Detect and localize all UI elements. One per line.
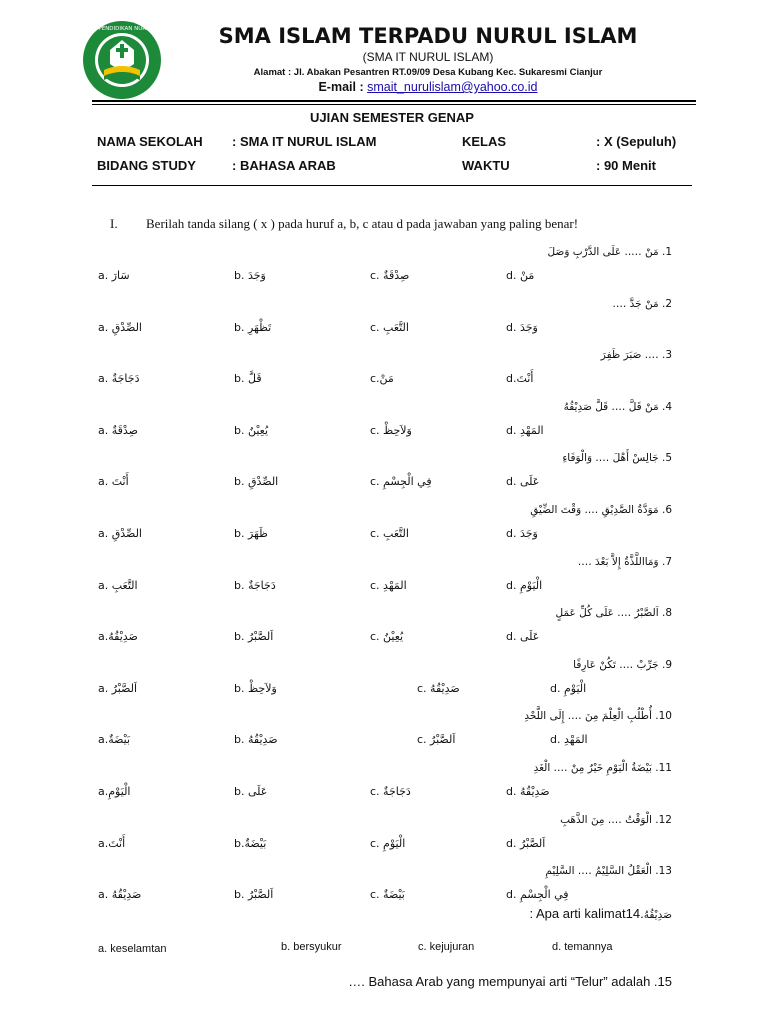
- header-divider: [92, 100, 696, 102]
- question-6: 6. مَوَدَّةُ الصَّدِيْقِ …. وَقْتَ الضِّيْقِ: [530, 504, 672, 516]
- question-7-option-a[interactable]: a. التَّعَبِ: [98, 578, 138, 592]
- question-10-option-a[interactable]: a.بَيْضَةٌ: [98, 733, 131, 747]
- q14-arabic: صَدِيْقُهُ: [643, 909, 672, 921]
- class-label: KELAS: [462, 134, 507, 149]
- question-3-option-d[interactable]: d.أَنْتَ: [506, 372, 534, 386]
- school-name: SMA ISLAM TERPADU NURUL ISLAM: [218, 24, 638, 48]
- question-5-option-d[interactable]: d. عَلَى: [506, 475, 540, 489]
- question-8-option-c[interactable]: c. يُعِيْنُ: [370, 630, 404, 644]
- q14-prefix: : Apa arti kalimat: [529, 906, 626, 921]
- question-9-option-b[interactable]: b. وَلاَحِظْ: [234, 681, 277, 695]
- question-10-option-b[interactable]: b. صَدِيْقُهُ: [234, 733, 278, 747]
- time-label: WAKTU: [462, 158, 510, 173]
- school-email-line: [198, 80, 658, 94]
- question-2-option-b[interactable]: b. تَظْهَرِ: [234, 320, 272, 334]
- school-label: NAMA SEKOLAH: [97, 134, 203, 149]
- exam-title: UJIAN SEMESTER GENAP: [310, 110, 474, 125]
- question-9-option-c[interactable]: c. صَدِيْقُهُ: [417, 681, 460, 695]
- question-6-option-a[interactable]: a. الصِّدْقِ: [98, 527, 142, 540]
- svg-text:YAYASAN PENDIDIKAN NURUL ISLAM: YAYASAN PENDIDIKAN NURUL ISLAM: [72, 26, 172, 32]
- question-8-option-a[interactable]: a.صَدِيْقُهُ: [98, 630, 138, 644]
- question-6-option-c[interactable]: c. التَّعَبِ: [370, 527, 409, 540]
- school-address: Alamat : Jl. Abakan Pesantren RT.09/09 Desa Kubang Kec. Sukaresmi Cianjur: [253, 67, 603, 78]
- question-10-option-c[interactable]: c. اَلصَّبْرُ: [417, 733, 456, 747]
- question-15: [348, 974, 672, 989]
- question-2-option-c[interactable]: c. التَّعَبِ: [370, 320, 409, 334]
- question-7-option-b[interactable]: b. دَجَاجَةٌ: [234, 578, 276, 592]
- question-13-option-a[interactable]: a. صَدِيْقُهُ: [98, 888, 142, 902]
- question-6-option-b[interactable]: b. ظَهَرَ: [234, 527, 268, 540]
- class-value: : X (Sepuluh): [596, 134, 677, 149]
- section-number: I.: [110, 216, 118, 231]
- question-1-option-b[interactable]: b. وَجَدَ: [234, 269, 266, 282]
- question-4-option-d[interactable]: d. المَهْدِ: [506, 423, 544, 437]
- question-11-option-d[interactable]: d. صَدِيْقُهُ: [506, 785, 550, 798]
- q14-option-a[interactable]: a. keselamtan: [98, 943, 167, 955]
- info-divider: [92, 185, 692, 186]
- q14-option-b[interactable]: b. bersyukur: [281, 941, 342, 953]
- question-6-option-d[interactable]: d. وَجَدَ: [506, 527, 538, 540]
- question-3-option-a[interactable]: a. دَجَاجَةٌ: [98, 372, 140, 386]
- question-4-option-a[interactable]: a. صِدْقَةٌ: [98, 423, 139, 437]
- school-value: : SMA IT NURUL ISLAM: [232, 134, 377, 149]
- school-short-name: (SMA IT NURUL ISLAM): [362, 50, 494, 64]
- question-1-option-a[interactable]: a. سَارَ: [98, 269, 130, 282]
- question-2: 2. مَنْ جَدَّ ….: [612, 297, 672, 310]
- email-link[interactable]: smait_nurulislam@yahoo.co.id: [367, 80, 538, 94]
- question-7-option-c[interactable]: c. المَهْدِ: [370, 578, 407, 592]
- question-11-option-c[interactable]: c. دَجَاجَةٌ: [370, 785, 411, 798]
- question-5: 5. جَالِسْ أَهْلَ …. وَالْوَفَاءِ: [562, 452, 672, 465]
- question-11: 11. بَيْضَةُ الْيَوْمِ خَيْرٌ مِنْ …. الْغَدِ: [533, 762, 672, 774]
- subject-value: : BAHASA ARAB: [232, 158, 336, 173]
- school-logo: [72, 20, 172, 100]
- question-5-option-c[interactable]: c. فِي الْجِسْمِ: [370, 475, 432, 489]
- email-label: E-mail :: [318, 80, 364, 94]
- q15-text: …. Bahasa Arab yang mempunyai arti “Telur” adalah: [348, 974, 651, 989]
- question-1-option-d[interactable]: d. مَنْ: [506, 269, 535, 282]
- q15-number: .15: [653, 974, 672, 989]
- question-2-option-a[interactable]: a. الصِّدْقِ: [98, 320, 142, 334]
- question-12-option-b[interactable]: b.بَيْضَةٌ: [234, 836, 267, 850]
- header-divider-thin: [92, 104, 696, 105]
- section-instruction: Berilah tanda silang ( x ) pada huruf a, b, c atau d pada jawaban yang paling benar!: [146, 216, 579, 231]
- question-10-option-d[interactable]: d. المَهْدِ: [550, 733, 588, 747]
- question-11-option-b[interactable]: b. عَلَى: [234, 785, 268, 798]
- question-4-option-c[interactable]: c. وَلاَحِظْ: [370, 423, 412, 437]
- q14-option-d[interactable]: d. temannya: [552, 941, 613, 953]
- q14-number: .14: [625, 906, 644, 921]
- question-4-option-b[interactable]: b. يُعِيْنُ: [234, 423, 269, 437]
- question-2-option-d[interactable]: d. وَجَدَ: [506, 320, 538, 334]
- question-9-option-d[interactable]: d. الْيَوْمِ: [550, 681, 587, 695]
- question-9-option-a[interactable]: a. اَلصَّبْرُ: [98, 681, 138, 695]
- question-13: 13. الْعَقْلُ السَّلِيْمُ …. السَّلِيْمِ: [545, 865, 672, 878]
- question-12: 12. الْوَقْتُ …. مِنَ الذَّهَبِ: [560, 813, 672, 826]
- question-8-option-d[interactable]: d. عَلَى: [506, 630, 540, 644]
- question-5-option-a[interactable]: a. أَنْتَ: [98, 475, 129, 489]
- question-1: 1. مَنْ ….. عَلَى الدَّرْبِ وَصَلَ: [547, 246, 672, 258]
- question-11-option-a[interactable]: a.الْيَوْمِ: [98, 785, 131, 798]
- question-12-option-d[interactable]: d. اَلصَّبْرُ: [506, 836, 546, 850]
- question-10: 10. أُطْلُبِ الْعِلْمَ مِنَ …. إِلَى اللَّحْدِ: [524, 710, 672, 723]
- question-4: 4. مَنْ قَلَّ …. قَلَّ صَدِيْقُهُ: [563, 400, 672, 413]
- question-8-option-b[interactable]: b. اَلصَّبْرُ: [234, 630, 274, 644]
- question-3-option-b[interactable]: b. قَلَّ: [234, 372, 262, 386]
- question-8: 8. اَلصَّبْرُ …. عَلَى كُلِّ عَمَلٍ: [555, 607, 672, 620]
- question-12-option-c[interactable]: c. الْيَوْمِ: [370, 836, 406, 850]
- question-5-option-b[interactable]: b. الصِّدْقِ: [234, 475, 279, 489]
- question-1-option-c[interactable]: c. صِدْقَةٌ: [370, 269, 410, 282]
- subject-label: BIDANG STUDY: [97, 158, 196, 173]
- question-13-option-d[interactable]: d. فِي الْجِسْمِ: [506, 888, 569, 902]
- q14-option-c[interactable]: c. kejujuran: [418, 941, 475, 953]
- time-value: : 90 Menit: [596, 158, 656, 173]
- question-3-option-c[interactable]: c.مَنْ: [370, 372, 394, 386]
- question-7: 7. وَمَااللَّذَّةُ إِلاَّ بَعْدَ ….: [577, 555, 672, 568]
- question-14: [530, 906, 673, 921]
- question-9: 9. جَرِّبْ …. تَكُنْ عَارِفًا: [573, 658, 672, 671]
- question-7-option-d[interactable]: d. الْيَوْمِ: [506, 578, 543, 592]
- question-12-option-a[interactable]: a.أَنْتَ: [98, 836, 126, 850]
- question-13-option-b[interactable]: b. اَلصَّبْرُ: [234, 888, 274, 902]
- question-3: 3. …. صَبَرَ ظَفِرَ: [600, 349, 672, 362]
- question-13-option-c[interactable]: c. بَيْضَةٌ: [370, 888, 405, 902]
